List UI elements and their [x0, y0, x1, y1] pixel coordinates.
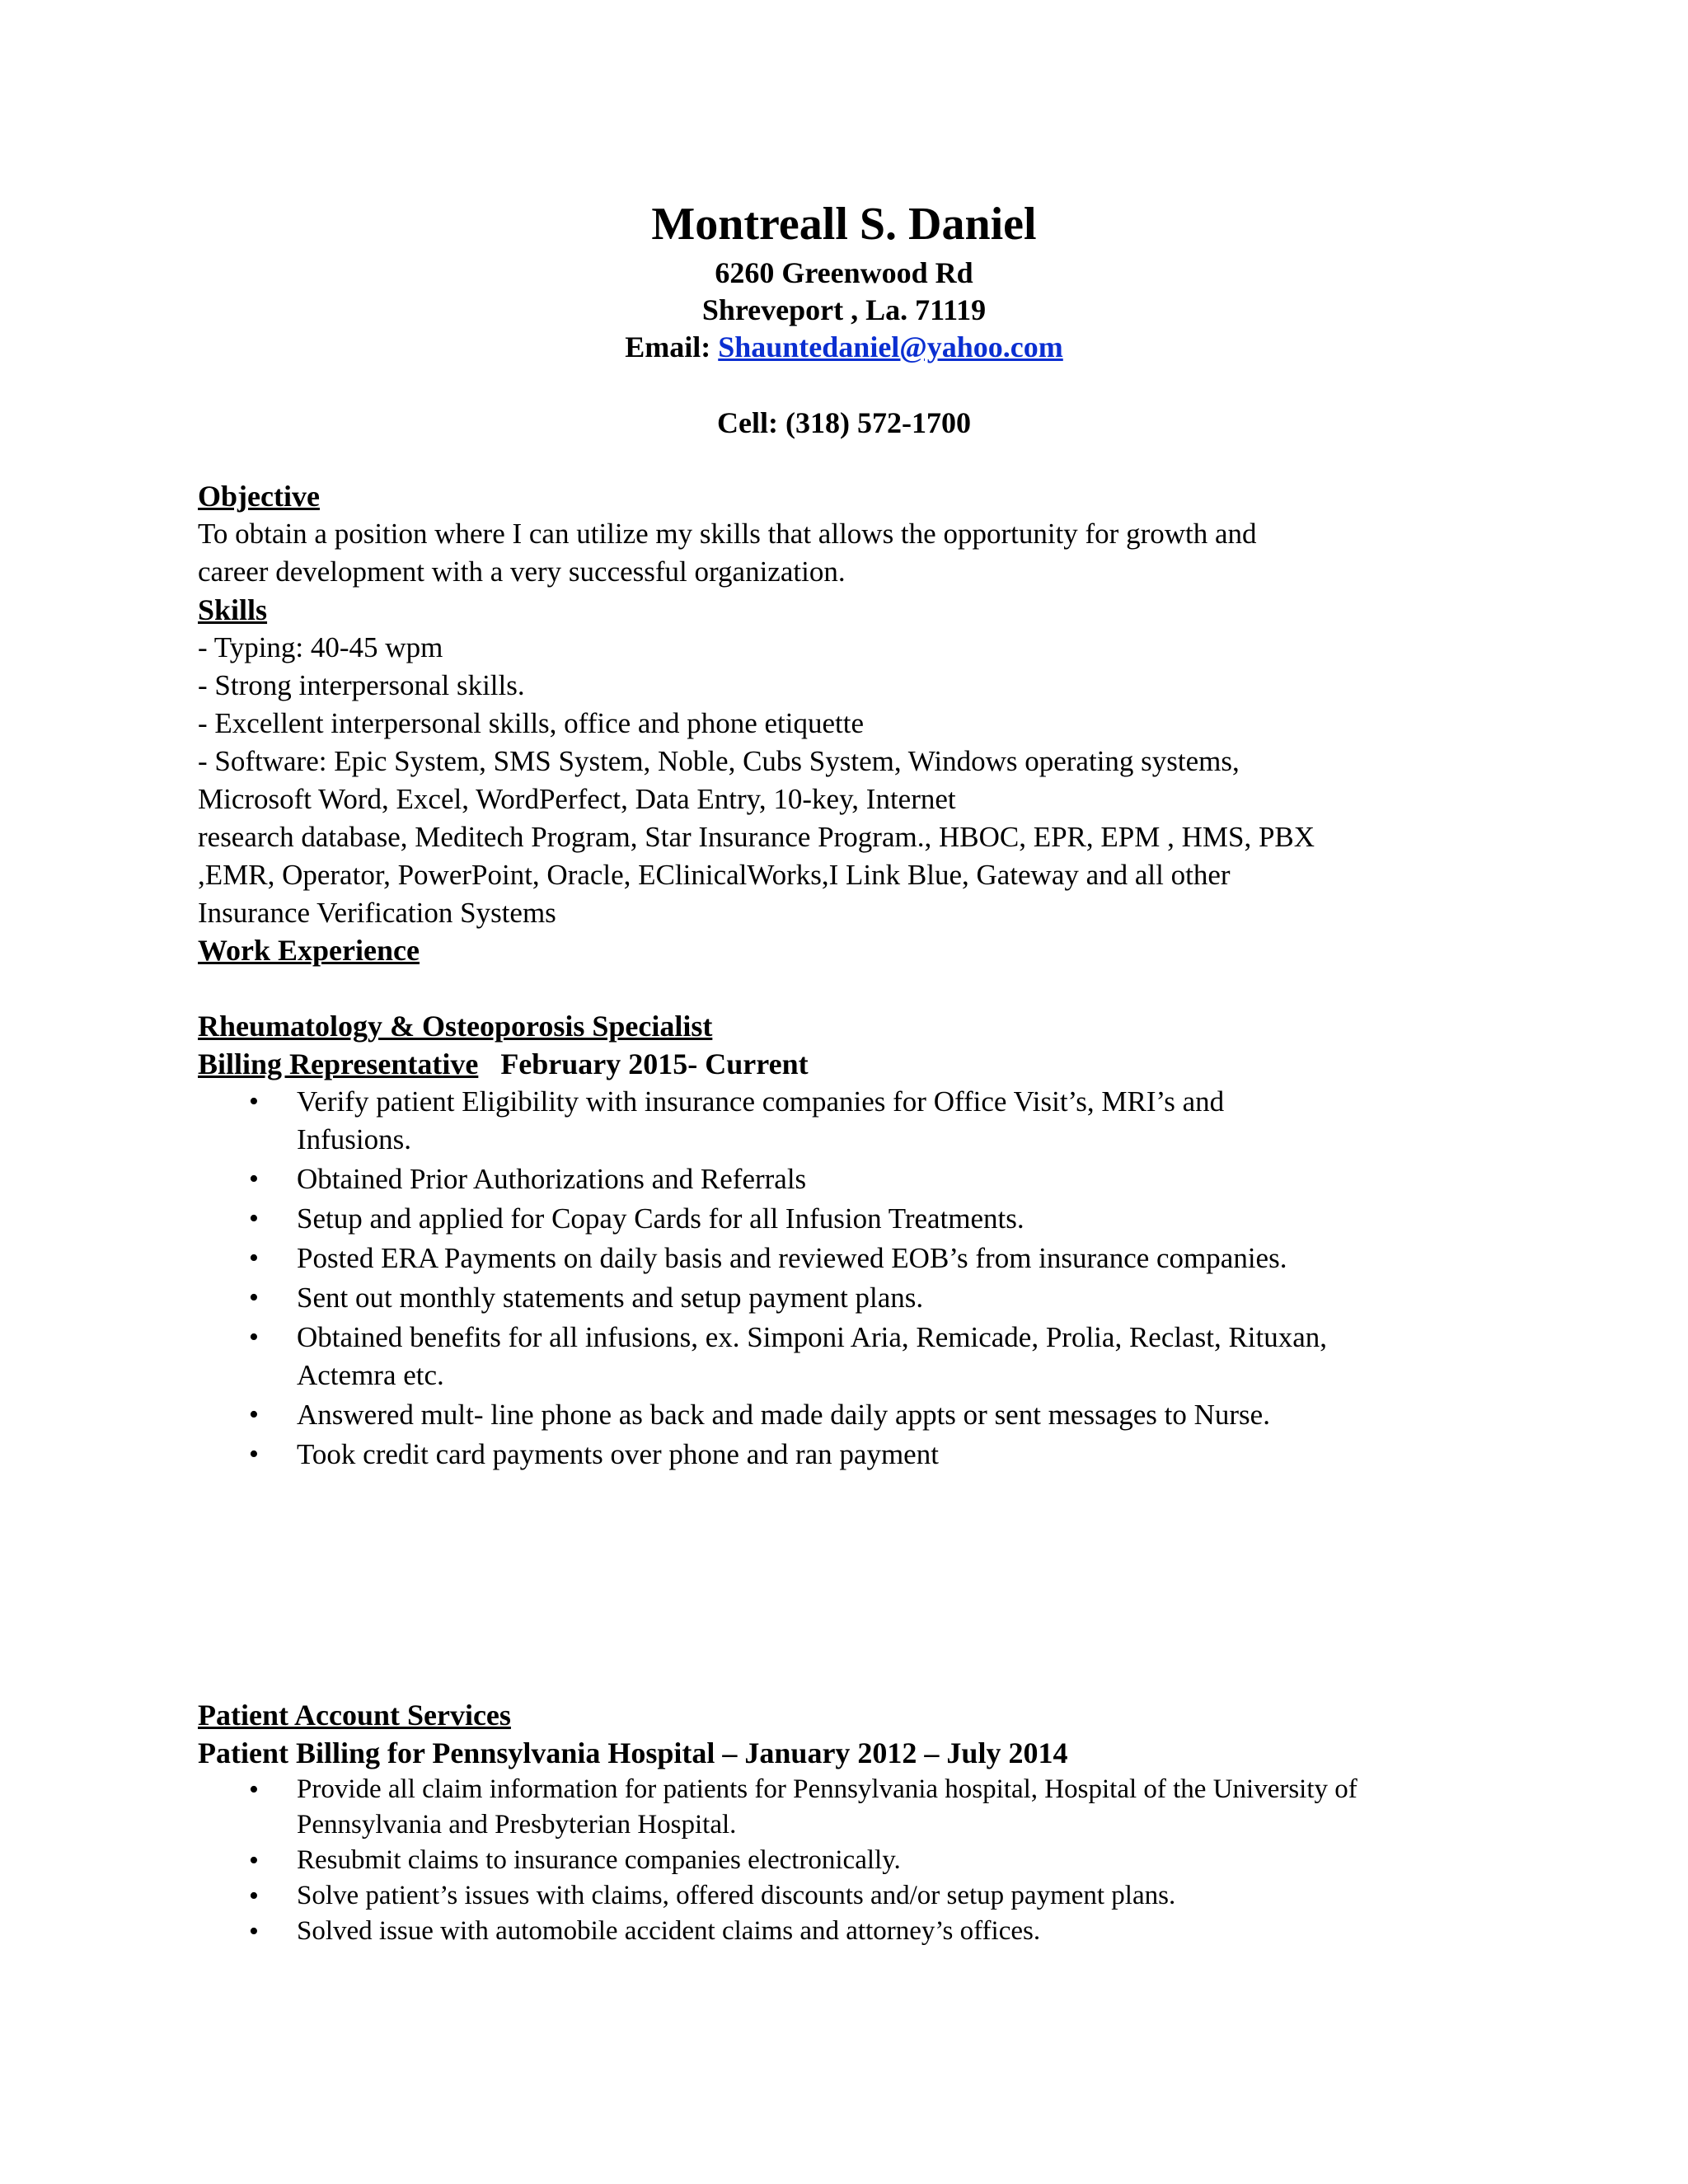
list-item: • Obtained benefits for all infusions, ex. Simponi Aria, Remicade, Prolia, Reclast, Rituxan, Actemra etc.	[198, 1319, 1500, 1394]
list-item: • Posted ERA Payments on daily basis and reviewed EOB’s from insurance companies.	[198, 1240, 1500, 1277]
job-2-duties	[198, 1772, 1500, 1949]
skills-line: - Software: Epic System, SMS System, Noble, Cubs System, Windows operating systems,	[198, 745, 1240, 777]
skills-line: Microsoft Word, Excel, WordPerfect, Data Entry, 10-key, Internet	[198, 783, 956, 815]
cell-phone: Cell: (318) 572-1700	[717, 406, 971, 439]
job-1	[198, 1007, 1500, 1474]
job-1-employer: Rheumatology & Osteoporosis Specialist	[198, 1010, 713, 1043]
address-line-1: 6260 Greenwood Rd	[715, 256, 973, 289]
list-item: • Verify patient Eligibility with insurance companies for Office Visit’s, MRI’s and Infusions.	[198, 1083, 1500, 1159]
email-label: Email:	[625, 330, 711, 363]
skills-line: - Typing: 40-45 wpm	[198, 631, 443, 663]
skills-line: Insurance Verification Systems	[198, 897, 556, 929]
objective-line: career development with a very successful organization.	[198, 555, 846, 588]
list-item: • Took credit card payments over phone and ran payment	[198, 1436, 1500, 1474]
list-item: • Provide all claim information for patients for Pennsylvania hospital, Hospital of the University of Pennsylvania and Presbyterian Hospital.	[198, 1772, 1500, 1843]
work-experience-heading: Work Experience	[198, 934, 420, 967]
job-2-employer: Patient Account Services	[198, 1699, 511, 1732]
job-1-duties	[198, 1083, 1500, 1474]
list-item: • Sent out monthly statements and setup payment plans.	[198, 1279, 1500, 1317]
job-1-dates: February 2015- Current	[500, 1047, 809, 1080]
skills-line: ,EMR, Operator, PowerPoint, Oracle, EClinicalWorks,I Link Blue, Gateway and all other	[198, 859, 1231, 891]
list-item: • Setup and applied for Copay Cards for all Infusion Treatments.	[198, 1200, 1500, 1238]
objective-line: To obtain a position where I can utilize my skills that allows the opportunity for growth and	[198, 518, 1257, 550]
skills-line: - Strong interpersonal skills.	[198, 669, 525, 701]
list-item: • Obtained Prior Authorizations and Referrals	[198, 1160, 1500, 1198]
email-link[interactable]: Shauntedaniel@yahoo.com	[718, 330, 1063, 363]
job-2	[198, 1696, 1500, 1949]
skills-line: - Excellent interpersonal skills, office and phone etiquette	[198, 707, 864, 739]
work-experience-heading-block	[198, 931, 1500, 969]
job-1-title-line	[198, 1045, 1500, 1083]
list-item: • Resubmit claims to insurance companies electronically.	[198, 1843, 1500, 1878]
objective-section	[198, 477, 1500, 591]
list-item: • Answered mult- line phone as back and made daily appts or sent messages to Nurse.	[198, 1396, 1500, 1434]
list-item: • Solve patient’s issues with claims, offered discounts and/or setup payment plans.	[198, 1878, 1500, 1914]
skills-line: research database, Meditech Program, Star Insurance Program., HBOC, EPR, EPM , HMS, PBX	[198, 821, 1315, 853]
skills-heading: Skills	[198, 593, 268, 626]
objective-heading: Objective	[198, 480, 320, 513]
job-2-title: Patient Billing for Pennsylvania Hospital – January 2012 – July 2014	[198, 1736, 1068, 1769]
email-line	[0, 328, 1688, 366]
list-item: • Solved issue with automobile accident claims and attorney’s offices.	[198, 1914, 1500, 1949]
address-line-2: Shreveport , La. 71119	[701, 293, 987, 326]
candidate-name: Montreall S. Daniel	[651, 199, 1037, 250]
skills-section	[198, 591, 1500, 932]
job-1-title: Billing Representative	[198, 1047, 479, 1080]
